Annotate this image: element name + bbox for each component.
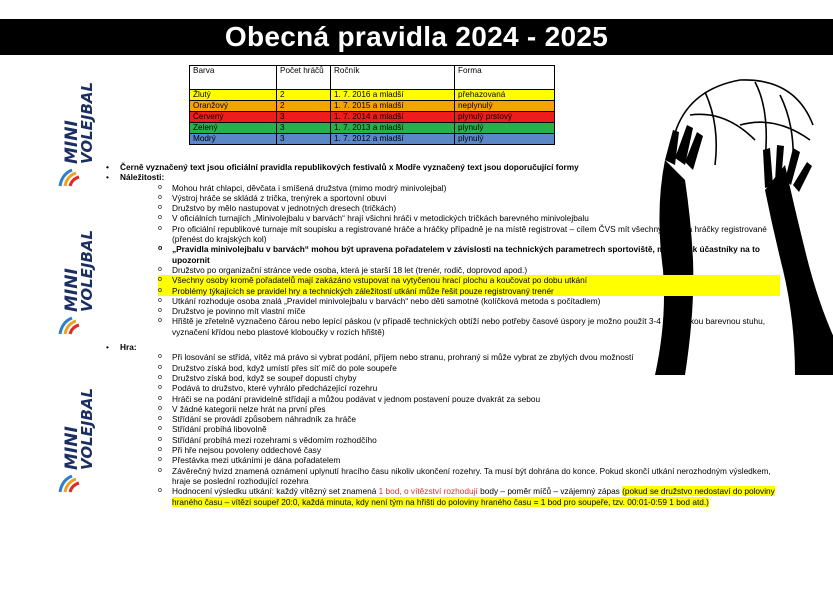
- scoring-text-red: 1 bod, o vítězství rozhodují: [378, 486, 478, 497]
- list-item: o Výstroj hráče se skládá z trička, trenýrek a sportovní obuvi: [158, 193, 780, 203]
- list-item: o Závěrečný hvizd znamená oznámení uplynutí hracího času nikoliv ukončení rozehry. Ta musí být dohrána do konce. Pokud skončí utkání nerozhodným výsledkem, hraje se poslední rozhodující rozehra: [158, 466, 780, 487]
- scoring-text-highlighted: (pokud se družstvo nedostaví do poloviny hraného času – vítězí soupeř 20:0, každá minuta, kdy není tým na hřišti do poloviny hraného času = 1 bod pro soupeře, tzv. 00:01-0:59 1 bod atd.): [172, 486, 775, 507]
- hra-section: [100, 342, 780, 507]
- list-item: o Družstvo by mělo nastupovat v jednotných dresech (tričkách): [158, 203, 780, 213]
- table-cell: 1. 7. 2012 a mladší: [331, 134, 455, 145]
- list-item: o Družstvo po organizační stránce vede osoba, která je starší 18 let (trenér, rodič, doprovod apod.): [158, 265, 780, 275]
- list-item: o Pro oficiální republikové turnaje mít soupisku a registrované hráče a hráčky případně je na místě registrovat – cílem ČVS mít všechny hráče a hráčky registrované (přenést do krajských kol): [158, 224, 780, 245]
- nalezitosti-section: [100, 172, 780, 337]
- table-header: Ročník: [331, 66, 455, 90]
- table-cell: plynulý prstový: [455, 112, 555, 123]
- table-cell: neplynulý: [455, 101, 555, 112]
- logo-text-volejbal: VOLEJBAL: [78, 81, 96, 164]
- list-item-highlighted: o Všechny osoby kromě pořadatelů mají zakázáno vstupovat na vytyčenou hrací plochu a koučovat po dobu utkání: [158, 275, 780, 285]
- list-item: o Družstvo získá bod, když se soupeř dopustí chyby: [158, 373, 780, 383]
- list-item: o Přestávka mezi utkáními je dána pořadatelem: [158, 455, 780, 465]
- list-item: o Družstvo získá bod, když umístí přes síť míč do pole soupeře: [158, 363, 780, 373]
- table-cell: 2: [277, 90, 331, 101]
- table-header: Počet hráčů: [277, 66, 331, 90]
- logo-text-mini: MINI: [62, 268, 82, 312]
- list-item: o Střídání probíhá mezi rozehrami s vědomím rozhodčího: [158, 435, 780, 445]
- table-cell: Červený: [190, 112, 277, 123]
- table-cell: 1. 7. 2013 a mladší: [331, 123, 455, 134]
- list-item: o Hřiště je zřetelně vyznačeno čárou nebo lepící páskou (v případě technických obtíží nebo potřeby časové úspory je možno použít 3-4 cm širokou barevnou stuhu, vyznačení křídou nebo plastové kloboučky v rozích hřiště): [158, 316, 780, 337]
- table-cell: plynulý: [455, 134, 555, 145]
- table-cell: 1. 7. 2014 a mladší: [331, 112, 455, 123]
- list-item: o Při hře nejsou povoleny oddechové časy: [158, 445, 780, 455]
- list-item: o Družstvo je povinno mít vlastní míče: [158, 306, 780, 316]
- intro-note: • Černě vyznačený text jsou oficiální pravidla republikových festivalů x Modře vyznačený text jsou doporučující formy: [100, 162, 780, 172]
- logo-text-volejbal: VOLEJBAL: [78, 229, 96, 312]
- logo-swoosh-icon: [58, 166, 80, 188]
- table-cell: 3: [277, 112, 331, 123]
- minivolejbal-logo: [56, 378, 100, 498]
- table-cell: 3: [277, 123, 331, 134]
- list-item-scoring: [158, 486, 780, 507]
- logo-swoosh-icon: [58, 314, 80, 336]
- table-header: Barva: [190, 66, 277, 90]
- table-cell: 2: [277, 101, 331, 112]
- table-cell: Modrý: [190, 134, 277, 145]
- table-row: [190, 134, 555, 145]
- logo-swoosh-icon: [58, 472, 80, 494]
- list-item: o Při losování se střídá, vítěz má právo si vybrat podání, příjem nebo stranu, prohraný si může vybrat ze zbylých dvou možností: [158, 352, 780, 362]
- table-row: [190, 90, 555, 101]
- logo-text-mini: MINI: [62, 426, 82, 470]
- scoring-text: body – poměr míčů – vzájemný zápas: [477, 486, 623, 497]
- section-heading: Hra:: [120, 342, 137, 353]
- minivolejbal-logo: [56, 220, 100, 340]
- category-table: [189, 65, 555, 145]
- title-bar: [0, 19, 833, 55]
- page-title: Obecná pravidla 2024 - 2025: [224, 21, 609, 52]
- table-cell: 1. 7. 2015 a mladší: [331, 101, 455, 112]
- table-cell: 1. 7. 2016 a mladší: [331, 90, 455, 101]
- rules-content: [100, 162, 780, 507]
- list-item: o V žádné kategorii nelze hrát na první přes: [158, 404, 780, 414]
- table-cell: přehazovaná: [455, 90, 555, 101]
- table-cell: Zelený: [190, 123, 277, 134]
- table-cell: Oranžový: [190, 101, 277, 112]
- logo-text-volejbal: VOLEJBAL: [78, 387, 96, 470]
- scoring-text: Hodnocení výsledku utkání: každý vítězný set znamená: [172, 486, 379, 497]
- list-item: o Hráči se na podání pravidelně střídají a můžou podávat v jednom postavení pouze dvakrát za sebou: [158, 394, 780, 404]
- list-item-highlighted: o Problémy týkajících se pravidel hry a technických záležitostí utkání může řešit pouze registrovaný trenér: [158, 286, 780, 296]
- list-item: o Podává to družstvo, které vyhrálo předcházející rozehru: [158, 383, 780, 393]
- minivolejbal-logo: [56, 72, 100, 192]
- table-row: [190, 123, 555, 134]
- table-cell: plynulý: [455, 123, 555, 134]
- list-item: o „Pravidla minivolejbalu v barvách“ mohou být upravena pořadatelem v závislosti na technických parametrech sportoviště, musí však účastníky na to upozornit: [158, 244, 780, 265]
- table-cell: 3: [277, 134, 331, 145]
- table-cell: Žlutý: [190, 90, 277, 101]
- logo-text-mini: MINI: [62, 120, 82, 164]
- table-header-row: [190, 66, 555, 90]
- table-row: [190, 101, 555, 112]
- table-header: Forma: [455, 66, 555, 90]
- list-item: o Střídání se provádí způsobem náhradník za hráče: [158, 414, 780, 424]
- list-item: o Utkání rozhoduje osoba znalá „Pravidel minivolejbalu v barvách“ nebo děti samotné (kolíčková metoda s počítadlem): [158, 296, 780, 306]
- list-item: o Střídání probíhá libovolně: [158, 424, 780, 434]
- list-item: o V oficiálních turnajích „Minivolejbalu v barvách“ hrají všichni hráči v metodických tričkách barevného minivolejbalu: [158, 213, 780, 223]
- section-heading: Náležitosti:: [120, 172, 165, 183]
- list-item: o Mohou hrát chlapci, děvčata i smíšená družstva (mimo modrý minivolejbal): [158, 183, 780, 193]
- table-row: [190, 112, 555, 123]
